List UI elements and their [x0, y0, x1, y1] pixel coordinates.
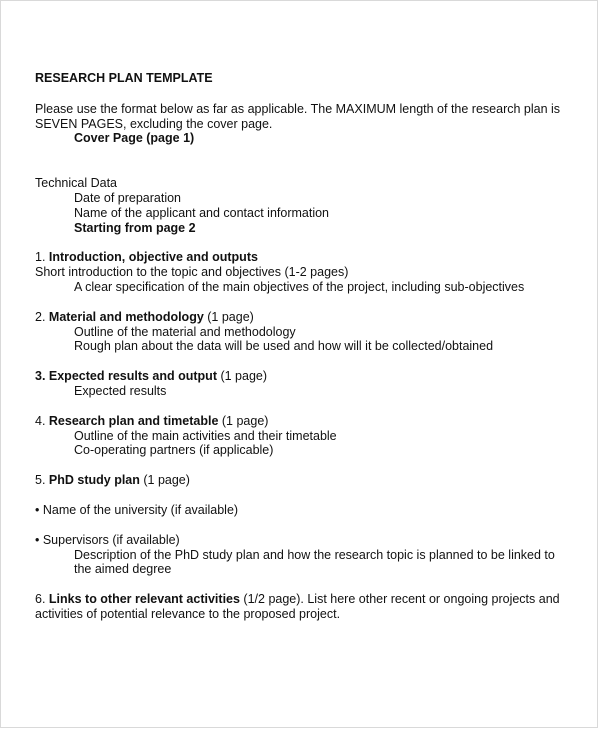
starting-page-heading: Starting from page 2 [74, 220, 196, 235]
section-6-number: 6. [35, 592, 49, 607]
section-2-item: Outline of the material and methodology [74, 324, 296, 339]
section-2-item: Rough plan about the data will be used and how will it be collected/obtained [74, 339, 494, 354]
section-2-title: Material and methodology [48, 309, 204, 324]
section-1-line: Short introduction to the topic and objectives (1-2 pages) [35, 265, 349, 280]
document-content [35, 71, 575, 622]
section-4-item: Co-operating partners (if applicable) [74, 443, 274, 458]
section-1-heading [35, 250, 575, 265]
cover-page-heading: Cover Page (page 1) [74, 131, 195, 146]
section-5-description-2: the aimed degree [74, 562, 172, 577]
section-6-title: Links to other relevant activities [48, 592, 240, 607]
section-4-number: 4. [35, 413, 49, 428]
section-5-bullet-supervisors: • Supervisors (if available) [35, 532, 180, 547]
section-3-title: 3. Expected results and output [35, 369, 217, 384]
section-2-pages: (1 page) [203, 309, 254, 324]
section-4-title: Research plan and timetable [48, 413, 219, 428]
technical-data-item: Name of the applicant and contact information [74, 205, 330, 220]
section-1-sub: A clear specification of the main objectives of the project, including sub-objectives [74, 279, 525, 294]
intro-line-2: SEVEN PAGES, excluding the cover page. [35, 116, 273, 131]
section-5-heading [35, 473, 575, 488]
technical-data-item: Date of preparation [74, 190, 182, 205]
intro-line-1: Please use the format below as far as applicable. The MAXIMUM length of the research plan is [35, 101, 561, 116]
technical-data-label: Technical Data [35, 176, 117, 191]
section-6-line-2: activities of potential relevance to the proposed project. [35, 606, 341, 621]
section-1-title: Introduction, objective and outputs [48, 250, 258, 265]
section-3-heading [35, 369, 575, 384]
section-3-pages: (1 page) [216, 369, 268, 384]
section-1-number: 1. [35, 250, 49, 265]
page-title: RESEARCH PLAN TEMPLATE [35, 71, 213, 85]
section-6-heading [35, 592, 575, 607]
section-5-number: 5. [35, 473, 49, 488]
section-5-title: PhD study plan [48, 473, 140, 488]
section-3-item: Expected results [74, 383, 167, 398]
section-2-number: 2. [35, 309, 49, 324]
section-4-pages: (1 page) [218, 413, 269, 428]
section-4-item: Outline of the main activities and their timetable [74, 428, 337, 443]
section-4-heading [35, 414, 575, 429]
section-2-heading [35, 310, 575, 325]
section-5-description-1: Description of the PhD study plan and how the research topic is planned to be linked to [74, 547, 555, 562]
section-6-rest: (1/2 page). List here other recent or ongoing projects and [239, 592, 560, 607]
section-5-bullet-university: • Name of the university (if available) [35, 502, 239, 517]
section-5-pages: (1 page) [139, 473, 190, 488]
